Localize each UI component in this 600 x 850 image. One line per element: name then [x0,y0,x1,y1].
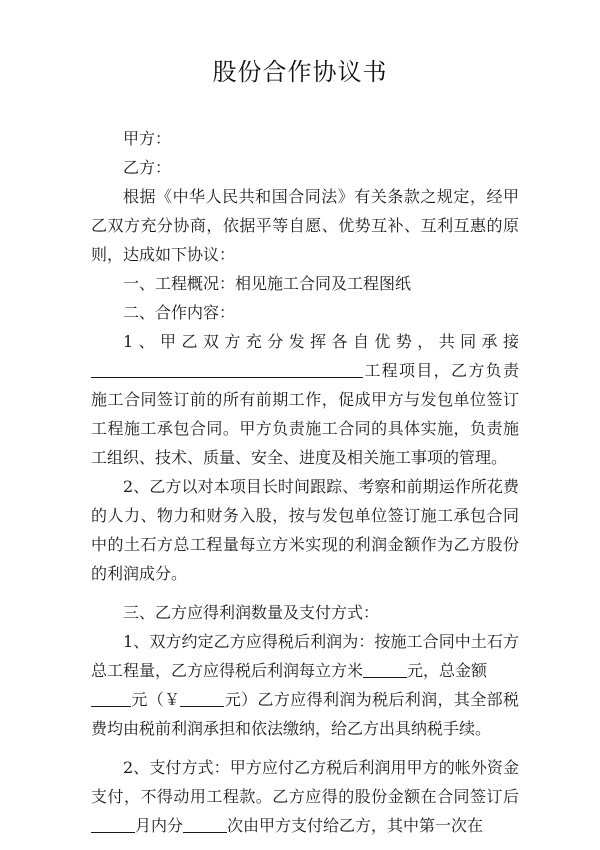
item-1-first-line: 1、甲乙双方充分发挥各自优势，共同承接 [123,332,519,351]
document-body [91,124,519,840]
installments-blank [183,816,227,833]
section-3-heading: 三、乙方应得利润数量及支付方式： [123,603,380,622]
total-amount-blank [91,690,131,707]
months-blank [91,816,135,833]
document-title: 股份合作协议书 [212,58,388,86]
item-3-2-text-b: 月内分 [135,816,184,835]
party-a-line: 甲方： [123,129,172,148]
item-3-2-text-c: 次由甲方支付给乙方，其中第一次在 [227,816,484,835]
item-3-1-text-b: 元，总金额 [407,661,488,680]
per-cubic-price-blank [363,661,407,678]
total-amount-figure-blank [180,690,224,707]
section-2-heading: 二、合作内容： [123,303,236,322]
item-1-continuation: 工程项目，乙方负责施工合同签订前的所有前期工作，促成甲方与发包单位签订工程施工承包合同。甲方负责施工合同的具体实施，负责施工组织、技术、质量、安全、进度及相关施工事项的管理。 [91,361,519,467]
item-3-1-text-c: 元（￥ [131,690,181,709]
item-3-1-text-a: 1、双方约定乙方应得税后利润为：按施工合同中土石方总工程量，乙方应得税后利润每立方米 [91,632,519,680]
item-3-1-text-d: 元）乙方应得利润为税后利润，其全部税费均由税前利润承担和依法缴纳，给乙方出具纳税手续。 [91,690,519,738]
preamble-paragraph: 根据《中华人民共和国合同法》有关条款之规定，经甲乙双方充分协商，依据平等自愿、优势互补、互利互惠的原则，达成如下协议： [91,187,519,264]
item-1-paragraph [91,356,519,472]
section-1-line: 一、工程概况：相见施工合同及工程图纸 [123,274,412,293]
item-3-2-paragraph [91,753,519,840]
item-3-2-text-a: 2、支付方式：甲方应付乙方税后利润用甲方的帐外资金支付，不得动用工程款。乙方应得的股份金额在合同签订后 [91,758,519,806]
party-b-line: 乙方： [123,158,172,177]
item-2-paragraph: 2、乙方以对本项目长时间跟踪、考察和前期运作所花费的人力、物力和财务入股，按与发包单位签订施工承包合同中的土石方总工程量每立方米实现的利润金额作为乙方股份的利润成分。 [91,477,519,583]
project-name-blank [91,361,363,378]
item-3-1-paragraph [91,627,519,743]
